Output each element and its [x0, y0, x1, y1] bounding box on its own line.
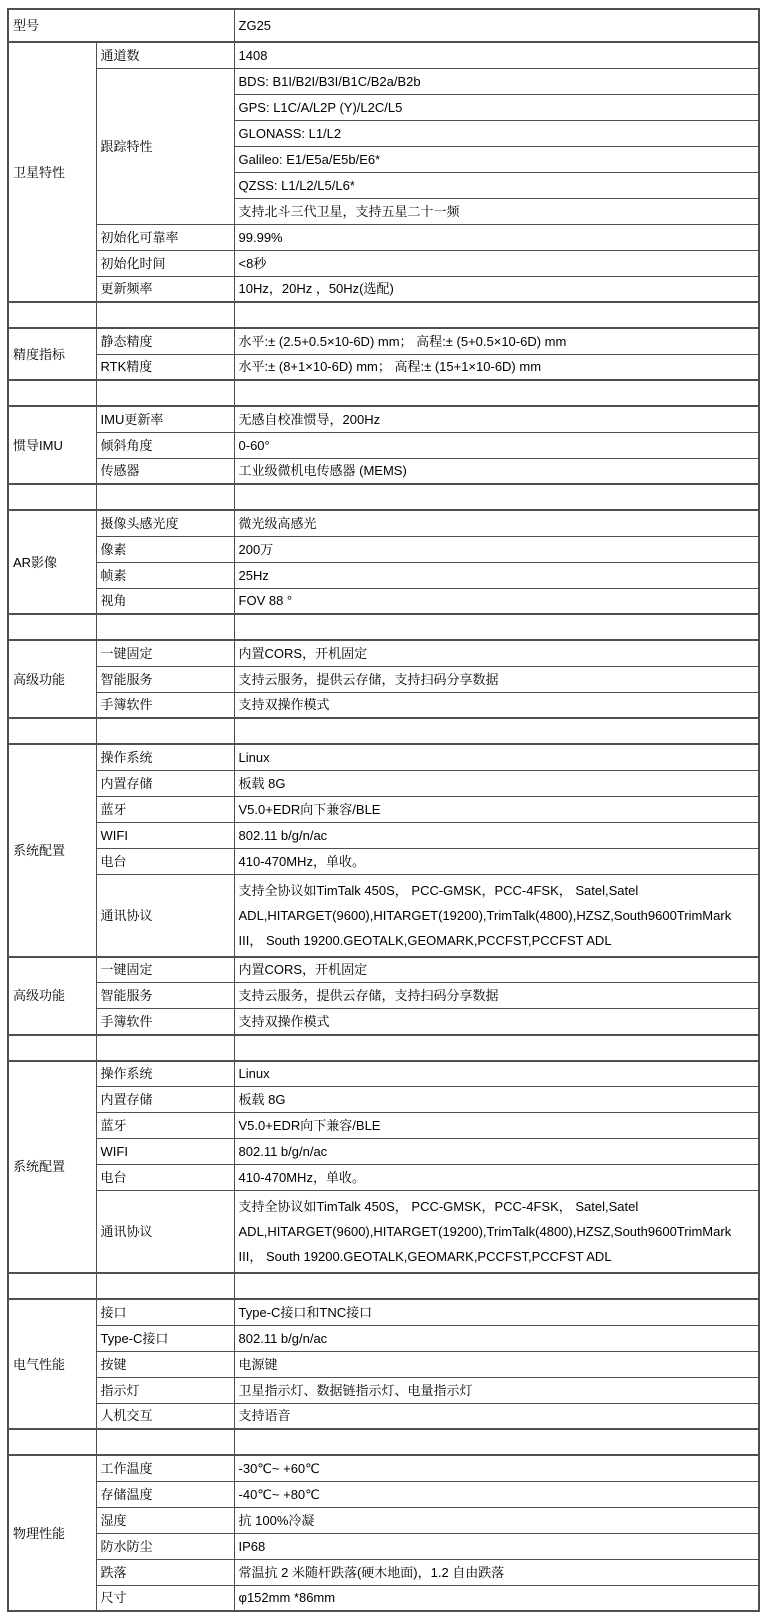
spacer-row: [8, 1273, 759, 1299]
spec-label-cell: 静态精度: [96, 328, 234, 354]
spec-row: [8, 796, 759, 822]
spacer-row: [8, 614, 759, 640]
spacer-row: [8, 484, 759, 510]
spec-row: [8, 1377, 759, 1403]
gap-cell: [234, 718, 759, 744]
gap-cell: [234, 484, 759, 510]
spec-value-cell: 802.11 b/g/n/ac: [234, 1325, 759, 1351]
category-cell: 惯导IMU: [8, 406, 96, 484]
spec-value-cell: Linux: [234, 744, 759, 770]
spec-value-cell: V5.0+EDR向下兼容/BLE: [234, 796, 759, 822]
spec-row: [8, 983, 759, 1009]
gap-cell: [8, 1429, 96, 1455]
spec-label-cell: 视角: [96, 588, 234, 614]
model-label-cell: 型号: [8, 9, 234, 42]
gap-cell: [96, 614, 234, 640]
spec-row: [8, 1559, 759, 1585]
spec-value-cell: <8秒: [234, 250, 759, 276]
spec-row: [8, 432, 759, 458]
gap-cell: [96, 302, 234, 328]
spec-row: [8, 42, 759, 68]
spec-row: [8, 1403, 759, 1429]
spec-table: [7, 8, 760, 1612]
spec-row: [8, 276, 759, 302]
category-cell: 高级功能: [8, 957, 96, 1035]
gap-cell: [8, 380, 96, 406]
spec-label-cell: WIFI: [96, 822, 234, 848]
category-cell: 物理性能: [8, 1455, 96, 1611]
spec-label-cell: 通讯协议: [96, 1191, 234, 1274]
gap-cell: [8, 614, 96, 640]
spec-value-cell: 板载 8G: [234, 770, 759, 796]
spec-label-cell: 一键固定: [96, 640, 234, 666]
spec-label-cell: 通讯协议: [96, 874, 234, 957]
spec-row: [8, 770, 759, 796]
spec-label-cell: 操作系统: [96, 1061, 234, 1087]
spec-row: [8, 1299, 759, 1325]
spec-row: [8, 354, 759, 380]
category-cell: 电气性能: [8, 1299, 96, 1429]
spec-value-cell: -30℃~ +60℃: [234, 1455, 759, 1481]
spec-value-cell: IP68: [234, 1533, 759, 1559]
spec-value-cell: -40℃~ +80℃: [234, 1481, 759, 1507]
gap-cell: [8, 302, 96, 328]
spec-row: [8, 1113, 759, 1139]
category-cell: AR影像: [8, 510, 96, 614]
spec-label-cell: 操作系统: [96, 744, 234, 770]
spec-value-cell: 支持双操作模式: [234, 1009, 759, 1035]
spec-value-cell: 微光级高感光: [234, 510, 759, 536]
spec-row: [8, 1455, 759, 1481]
spec-label-cell: 内置存储: [96, 770, 234, 796]
spec-row: [8, 822, 759, 848]
gap-cell: [96, 380, 234, 406]
spec-label-cell: 像素: [96, 536, 234, 562]
spec-label-cell: 帧素: [96, 562, 234, 588]
spec-label-cell: Type-C接口: [96, 1325, 234, 1351]
category-cell: 高级功能: [8, 640, 96, 718]
spec-value-cell: 0-60°: [234, 432, 759, 458]
spec-label-cell: 内置存储: [96, 1087, 234, 1113]
spec-value-cell: 支持北斗三代卫星，支持五星二十一频: [234, 198, 759, 224]
gap-cell: [8, 484, 96, 510]
gap-cell: [234, 1273, 759, 1299]
spec-row: [8, 1325, 759, 1351]
spec-row: [8, 1351, 759, 1377]
spec-row: [8, 250, 759, 276]
spec-row: [8, 1061, 759, 1087]
spec-value-cell: 板载 8G: [234, 1087, 759, 1113]
spacer-row: [8, 1429, 759, 1455]
spec-label-cell: 蓝牙: [96, 1113, 234, 1139]
spec-value-cell: φ152mm *86mm: [234, 1585, 759, 1611]
spec-label-cell: 人机交互: [96, 1403, 234, 1429]
category-cell: 系统配置: [8, 744, 96, 957]
spec-label-cell: 一键固定: [96, 957, 234, 983]
spec-row: [8, 666, 759, 692]
spec-label-cell: 倾斜角度: [96, 432, 234, 458]
spec-label-cell: RTK精度: [96, 354, 234, 380]
spec-label-cell: 存储温度: [96, 1481, 234, 1507]
spec-value-cell: 410-470MHz，单收。: [234, 848, 759, 874]
spec-label-cell: IMU更新率: [96, 406, 234, 432]
spec-value-cell: 电源键: [234, 1351, 759, 1377]
spec-value-cell: 支持语音: [234, 1403, 759, 1429]
spec-label-cell: 初始化可靠率: [96, 224, 234, 250]
spec-value-cell: 802.11 b/g/n/ac: [234, 1139, 759, 1165]
spec-label-cell: 跟踪特性: [96, 68, 234, 224]
spec-value-cell: V5.0+EDR向下兼容/BLE: [234, 1113, 759, 1139]
spec-row: [8, 1585, 759, 1611]
spec-row: [8, 744, 759, 770]
spec-label-cell: 手簿软件: [96, 1009, 234, 1035]
spec-value-cell: 1408: [234, 42, 759, 68]
spec-label-cell: 蓝牙: [96, 796, 234, 822]
gap-cell: [96, 484, 234, 510]
spec-value-cell: 常温抗 2 米随杆跌落(硬木地面)，1.2 自由跌落: [234, 1559, 759, 1585]
spec-row: [8, 224, 759, 250]
spec-row: [8, 562, 759, 588]
spec-label-cell: 更新频率: [96, 276, 234, 302]
spec-label-cell: 工作温度: [96, 1455, 234, 1481]
gap-cell: [96, 1273, 234, 1299]
spacer-row: [8, 718, 759, 744]
spec-value-cell: 支持云服务，提供云存储，支持扫码分享数据: [234, 666, 759, 692]
spec-value-cell: 无感自校准惯导，200Hz: [234, 406, 759, 432]
spec-row: [8, 536, 759, 562]
spec-value-cell: 99.99%: [234, 224, 759, 250]
gap-cell: [96, 1035, 234, 1061]
spec-label-cell: 尺寸: [96, 1585, 234, 1611]
spec-value-cell: 卫星指示灯、数据链指示灯、电量指示灯: [234, 1377, 759, 1403]
spec-value-cell: FOV 88 °: [234, 588, 759, 614]
spec-value-cell: 200万: [234, 536, 759, 562]
spec-label-cell: 按键: [96, 1351, 234, 1377]
spec-value-cell: 工业级微机电传感器 (MEMS): [234, 458, 759, 484]
model-row: [8, 9, 759, 42]
gap-cell: [8, 1035, 96, 1061]
spec-row: [8, 692, 759, 718]
spec-value-cell: GLONASS: L1/L2: [234, 120, 759, 146]
spec-value-cell: 支持全协议如TimTalk 450S， PCC-GMSK，PCC-4FSK， Satel,Satel ADL,HITARGET(9600),HITARGET(19200),TrimTalk(4800),HZSZ,South9600TrimMark III， South 19200.GEOTALK,GEOMARK,PCCFST,PCCFST ADL: [234, 874, 759, 957]
spec-row: [8, 874, 759, 957]
spec-label-cell: 指示灯: [96, 1377, 234, 1403]
spec-value-cell: 25Hz: [234, 562, 759, 588]
spec-value-cell: BDS: B1I/B2I/B3I/B1C/B2a/B2b: [234, 68, 759, 94]
spec-value-cell: 802.11 b/g/n/ac: [234, 822, 759, 848]
spec-value-cell: 水平:± (2.5+0.5×10-6D) mm； 高程:± (5+0.5×10-6D) mm: [234, 328, 759, 354]
spec-row: [8, 848, 759, 874]
spec-value-cell: 支持云服务，提供云存储，支持扫码分享数据: [234, 983, 759, 1009]
spec-row: [8, 458, 759, 484]
spec-label-cell: 初始化时间: [96, 250, 234, 276]
category-cell: 系统配置: [8, 1061, 96, 1274]
category-cell: 精度指标: [8, 328, 96, 380]
spec-row: [8, 1191, 759, 1274]
spec-value-cell: 内置CORS，开机固定: [234, 640, 759, 666]
gap-cell: [8, 718, 96, 744]
spec-label-cell: WIFI: [96, 1139, 234, 1165]
spec-label-cell: 摄像头感光度: [96, 510, 234, 536]
spec-row: [8, 328, 759, 354]
spec-row: [8, 406, 759, 432]
spec-value-cell: 水平:± (8+1×10-6D) mm； 高程:± (15+1×10-6D) mm: [234, 354, 759, 380]
spec-label-cell: 跌落: [96, 1559, 234, 1585]
spec-label-cell: 传感器: [96, 458, 234, 484]
spec-label-cell: 防水防尘: [96, 1533, 234, 1559]
spec-value-cell: QZSS: L1/L2/L5/L6*: [234, 172, 759, 198]
spec-value-cell: 支持全协议如TimTalk 450S， PCC-GMSK，PCC-4FSK， Satel,Satel ADL,HITARGET(9600),HITARGET(19200),TrimTalk(4800),HZSZ,South9600TrimMark III， South 19200.GEOTALK,GEOMARK,PCCFST,PCCFST ADL: [234, 1191, 759, 1274]
spec-row: [8, 588, 759, 614]
spec-label-cell: 电台: [96, 848, 234, 874]
spec-row: [8, 1165, 759, 1191]
spec-row: [8, 1507, 759, 1533]
spec-label-cell: 接口: [96, 1299, 234, 1325]
spec-row: [8, 1481, 759, 1507]
spec-row: [8, 1139, 759, 1165]
gap-cell: [234, 380, 759, 406]
spec-row: [8, 68, 759, 94]
category-cell: 卫星特性: [8, 42, 96, 302]
spec-row: [8, 957, 759, 983]
gap-cell: [96, 1429, 234, 1455]
spec-row: [8, 1087, 759, 1113]
gap-cell: [234, 1429, 759, 1455]
spec-value-cell: 内置CORS，开机固定: [234, 957, 759, 983]
spec-row: [8, 640, 759, 666]
gap-cell: [234, 302, 759, 328]
spec-value-cell: 抗 100%冷凝: [234, 1507, 759, 1533]
spec-row: [8, 1533, 759, 1559]
spec-value-cell: Type-C接口和TNC接口: [234, 1299, 759, 1325]
gap-cell: [8, 1273, 96, 1299]
spec-table-body: [8, 9, 759, 1611]
spec-value-cell: 410-470MHz，单收。: [234, 1165, 759, 1191]
spec-label-cell: 通道数: [96, 42, 234, 68]
gap-cell: [234, 1035, 759, 1061]
spec-row: [8, 1009, 759, 1035]
spec-label-cell: 电台: [96, 1165, 234, 1191]
gap-cell: [96, 718, 234, 744]
spacer-row: [8, 380, 759, 406]
model-value-cell: ZG25: [234, 9, 759, 42]
spec-label-cell: 湿度: [96, 1507, 234, 1533]
gap-cell: [234, 614, 759, 640]
spec-label-cell: 智能服务: [96, 666, 234, 692]
spec-row: [8, 510, 759, 536]
spec-label-cell: 智能服务: [96, 983, 234, 1009]
spec-value-cell: GPS: L1C/A/L2P (Y)/L2C/L5: [234, 94, 759, 120]
spec-value-cell: 10Hz，20Hz ，50Hz(选配): [234, 276, 759, 302]
spec-value-cell: Galileo: E1/E5a/E5b/E6*: [234, 146, 759, 172]
spacer-row: [8, 302, 759, 328]
spec-value-cell: 支持双操作模式: [234, 692, 759, 718]
spec-label-cell: 手簿软件: [96, 692, 234, 718]
spec-value-cell: Linux: [234, 1061, 759, 1087]
spacer-row: [8, 1035, 759, 1061]
